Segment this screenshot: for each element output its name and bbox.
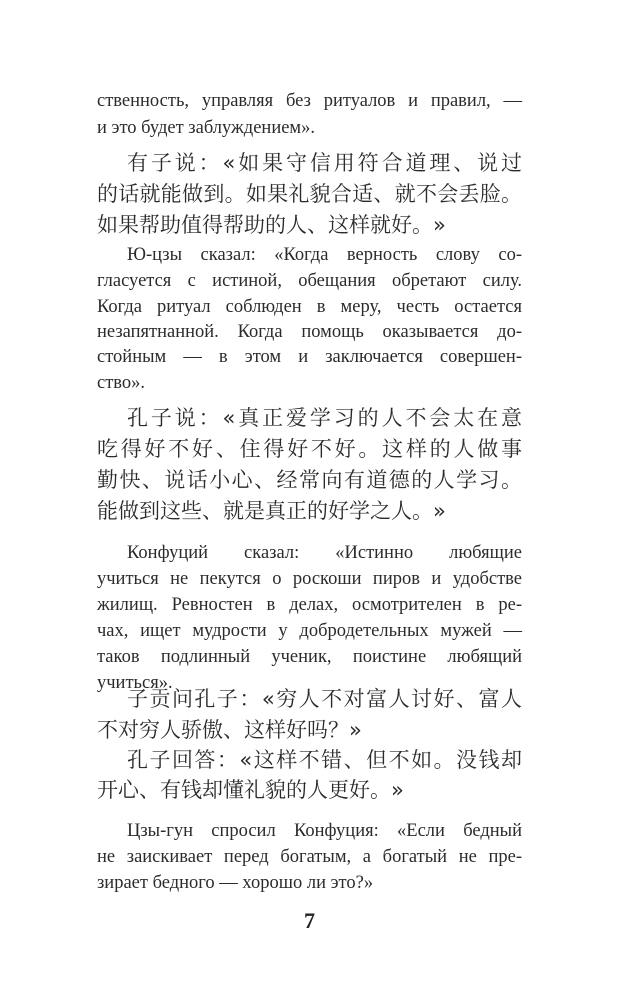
text-line: зирает бедного — хорошо ли это?» [97, 873, 374, 893]
text-line: 子贡问孔子：«穷人不对富人讨好、富人 [127, 687, 522, 711]
text-line: стойным — в этом и заключается совершен- [97, 347, 522, 367]
text-line: 的话就能做到。如果礼貌合适、就不会丢脸。 [97, 182, 522, 206]
text-line: гласуется с истиной, обещания обретают силу. [97, 271, 522, 291]
text-line: 开心、有钱却懂礼貌的人更好。» [97, 778, 404, 802]
text-line: ственность, управляя без ритуалов и правил, — [97, 91, 522, 111]
text-line: и это будет заблуждением». [97, 118, 316, 138]
text-line: учиться». [97, 673, 173, 693]
text-line: таков подлинный ученик, поистине любящий [97, 647, 522, 667]
text-line: 有子说：«如果守信用符合道理、说过 [127, 151, 522, 175]
text-line: чах, ищет мудрости у добродетельных мужей — [97, 621, 522, 641]
text-line: Цзы-гун спросил Конфуция: «Если бедный [127, 821, 522, 841]
text-line: ство». [97, 373, 146, 393]
text-line: 勤快、说话小心、经常向有道德的人学习。 [97, 468, 522, 492]
text-line: 不对穷人骄傲、这样好吗？» [97, 718, 362, 742]
text-line: учиться не пекутся о роскоши пиров и удобстве [97, 569, 522, 589]
page-number: 7 [304, 908, 315, 933]
text-line: 如果帮助值得帮助的人、这样就好。» [97, 213, 446, 237]
text-line: незапятнанной. Когда помощь оказывается до- [97, 322, 522, 342]
text-line: не заискивает перед богатым, а богатый не пре- [97, 847, 522, 867]
text-line: 吃得好不好、住得好不好。这样的人做事 [97, 437, 522, 461]
text-line: Ю-цзы сказал: «Когда верность слову со- [127, 245, 522, 265]
text-line: Конфуций сказал: «Истинно любящие [127, 543, 522, 563]
text-line: 能做到这些、就是真正的好学之人。» [97, 499, 446, 523]
text-line: 孔子说：«真正爱学习的人不会太在意 [127, 406, 522, 430]
text-line: жилищ. Ревностен в делах, осмотрителен в ре- [97, 595, 522, 615]
text-line: 孔子回答：«这样不错、但不如。没钱却 [127, 748, 522, 772]
text-line: Когда ритуал соблюден в меру, честь остается [97, 297, 522, 317]
